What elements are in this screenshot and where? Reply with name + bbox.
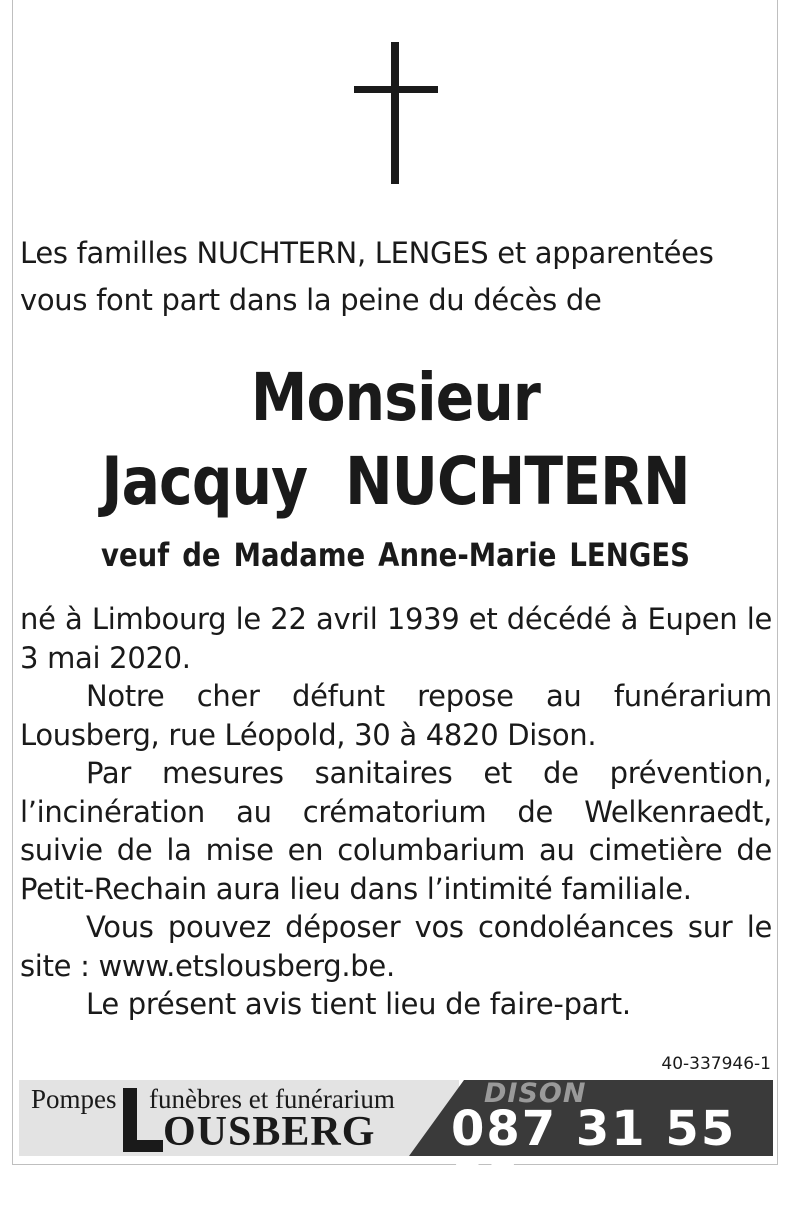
funeral-home-banner — [19, 1078, 773, 1211]
banner-pompes: Pompes — [31, 1084, 117, 1114]
notice-body — [20, 600, 772, 1024]
birth-death-paragraph: né à Limbourg le 22 avril 1939 et décédé à Eupen le 3 mai 2020. — [20, 602, 772, 675]
banner-phone: 087 31 55 55 — [451, 1101, 737, 1211]
logo-letter-l-foot — [123, 1140, 163, 1152]
banner-brand: OUSBERG — [163, 1109, 376, 1155]
intro-line-2: vous font part dans la peine du décès de — [20, 283, 602, 317]
deceased-name: Jacquy NUCHTERN — [101, 443, 690, 520]
intro-line-1: Les familles NUCHTERN, LENGES et apparentées — [20, 236, 714, 270]
reference-number: 40-337946-1 — [661, 1054, 771, 1074]
widow-line: veuf de Madame Anne-Marie LENGES — [101, 536, 690, 574]
cross-icon — [354, 42, 438, 184]
faire-part-paragraph: Le présent avis tient lieu de faire-part. — [86, 987, 631, 1021]
cremation-paragraph: Par mesures sanitaires et de prévention, l’incinération au crématorium de Welkenraedt, suivie de la mise en columbarium au cimetière de Petit-Rechain aura lieu dans l’intimité familiale. — [20, 756, 772, 906]
intro-text — [20, 230, 760, 324]
banner-location: DISON — [484, 1078, 587, 1109]
deceased-title: Monsieur — [250, 359, 541, 436]
funerarium-paragraph: Notre cher défunt repose au funérarium Lousberg, rue Léopold, 30 à 4820 Dison. — [20, 679, 772, 752]
condolences-paragraph: Vous pouvez déposer vos condoléances sur le site : www.etslousberg.be. — [20, 910, 772, 983]
banner-funebres: funèbres et funérarium — [149, 1084, 395, 1114]
